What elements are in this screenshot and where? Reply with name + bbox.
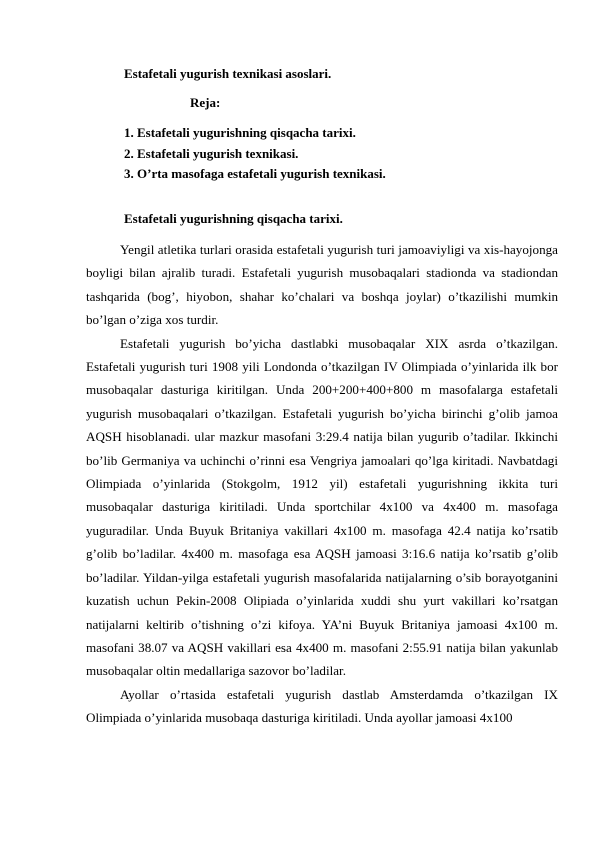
- plan-label: Reja:: [190, 95, 221, 110]
- document-title: Estafetali yugurish texnikasi asoslari.: [124, 66, 332, 81]
- plan-item: 1. Estafetali yugurishning qisqacha tarixi.: [124, 125, 356, 140]
- section-heading: Estafetali yugurishning qisqacha tarixi.: [124, 211, 343, 226]
- paragraph: Ayollar o’rtasida estafetali yugurish dastlab Amsterdamda o’tkazilgan IX Olimpiada o’yinlarida musobaqa dasturiga kiritiladi. Unda ayollar jamoasi 4x100: [86, 686, 558, 726]
- plan-item: 3. O’rta masofaga estafetali yugurish texnikasi.: [124, 166, 386, 181]
- plan-item: 2. Estafetali yugurish texnikasi.: [124, 145, 299, 161]
- paragraph: Yengil atletika turlari orasida estafetali yugurish turi jamoaviyligi va xis-hayojonga boyligi bilan ajralib turadi. Estafetali yugurish musobaqalari stadionda va stadiondan tashqarida (bog’, hiyobon, shahar ko’chalari va boshqa joylar) o’tkazilishi mumkin bo’lgan o’ziga xos turdir.: [86, 242, 558, 328]
- body-text: [86, 238, 558, 730]
- plan-list: [124, 123, 386, 185]
- paragraph: Estafetali yugurish bo’yicha dastlabki musobaqalar XIX asrda o’tkazilgan. Estafetali yugurish turi 1908 yili Londonda o’tkazilgan IV Olimpiada o’yinlarida ilk bor musobaqalar dasturiga kiritilgan. Unda 200+200+400+800 m masofalarga estafetali yugurish musobaqalari o’tkazilgan. Estafetali yugurish bo’yicha birinchi g’olib jamoa AQSH hisoblanadi. ular mazkur masofani 3:29.4 natija bilan yugurib o’tadilar. Ikkinchi bo’lib Germaniya va uchinchi o’rinni esa Vengriya jamoalari qo’lga kiritadi. Navbatdagi Olimpiada o’yinlarida (Stokgolm, 1912 yil) estafetali yugurishning ikkita turi musobaqalar dasturiga kiritiladi. Unda sportchilar 4x100 va 4x400 m. masofaga yuguradilar. Unda Buyuk Britaniya vakillari 4x100 m. masofaga 42.4 natija ko’rsatib g’olib bo’ladilar. 4x400 m. masofaga esa AQSH jamoasi 3:16.6 natija ko’rsatib g’olib bo’ladilar. Yildan-yilga estafetali yugurish masofalarida natijalarning o’sib borayotganini kuzatish uchun Pekin-2008 Olipiada o’yinlarida xuddi shu yurt vakillari ko’rsatgan natijalarni keltirib o’tishning o’zi kifoya. YA’ni Buyuk Britaniya jamoasi 4x100 m. masofani 38.07 va AQSH vakillari esa 4x400 m. masofani 2:55.91 natija bilan yakunlab musobaqalar oltin medallariga sazovor bo’ladilar.: [86, 335, 558, 679]
